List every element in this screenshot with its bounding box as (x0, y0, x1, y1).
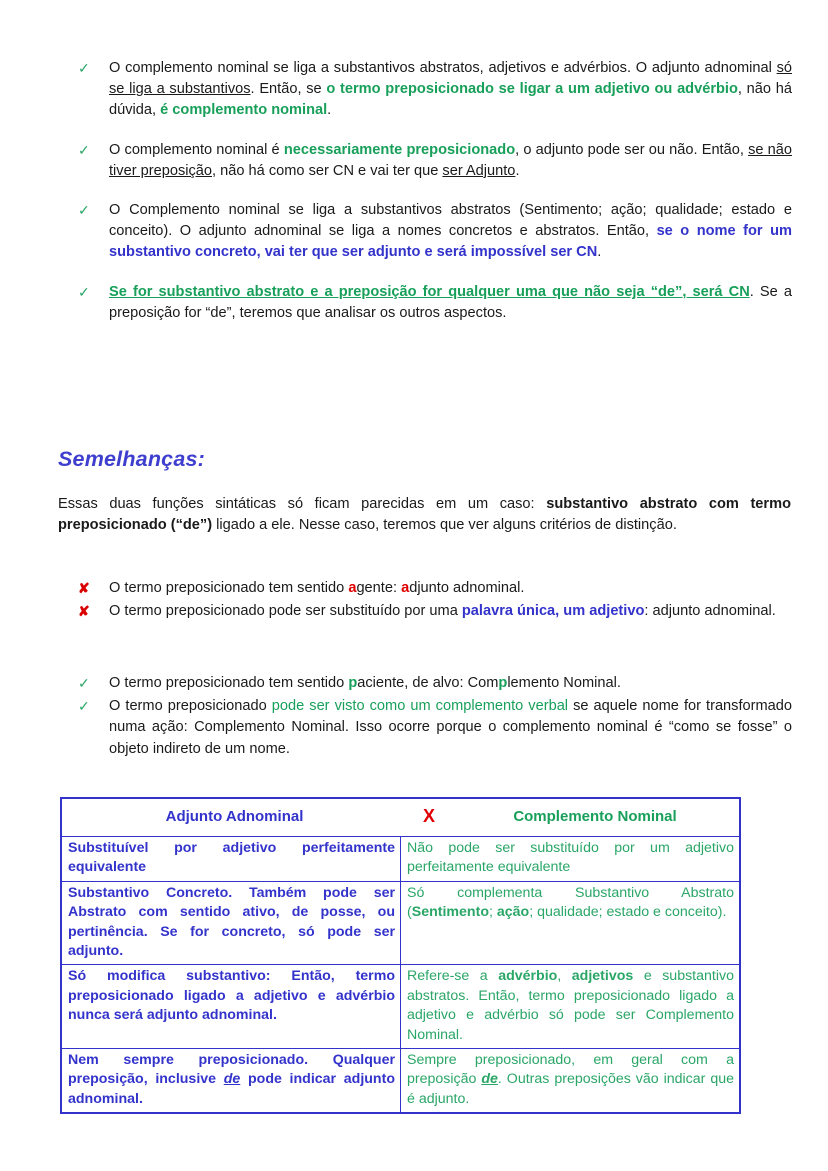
check-icon: ✓ (78, 141, 90, 158)
check-icon: ✓ (78, 283, 90, 300)
bullet-list-adjunto-adnominal (78, 578, 792, 622)
cross-icon: ✘ (78, 603, 90, 620)
cell-adjunto-1: Substituível por adjetivo perfeitamente equivalente (61, 837, 401, 882)
cell-complemento-2: Só complementa Substantivo Abstrato (Sentimento; ação; qualidade; estado e conceito). (401, 881, 741, 965)
section-heading-semelhancas: Semelhanças: (58, 447, 206, 471)
table-row (61, 1049, 740, 1114)
table-row (61, 837, 740, 882)
list-item (78, 140, 792, 182)
cell-adjunto-3: Só modifica substantivo: Então, termo preposicionado ligado a adjetivo e advérbio nunca será adjunto adnominal. (61, 965, 401, 1049)
comparison-table (60, 797, 741, 1114)
bullet-list-complemento-nominal (78, 673, 792, 760)
list-item-text: O termo preposicionado pode ser substituído por uma palavra única, um adjetivo: adjunto adnominal. (109, 603, 776, 620)
list-item (78, 601, 792, 622)
list-item (78, 200, 792, 264)
list-item (78, 58, 792, 122)
check-icon: ✓ (78, 675, 90, 691)
table-header-adjunto-adnominal: Adjunto Adnominal (165, 808, 304, 826)
list-item-text: O complemento nominal é necessariamente preposicionado, o adjunto pode ser ou não. Então, se não tiver preposição, não há como ser CN e vai ter que ser Adjunto. (109, 141, 792, 179)
semelhancas-paragraph: Essas duas funções sintáticas só ficam parecidas em um caso: substantivo abstrato com termo preposicionado (“de”) ligado a ele. Nesse caso, teremos que ver alguns critérios de distinção. (58, 496, 791, 534)
cell-adjunto-2: Substantivo Concreto. Também pode ser Abstrato com sentido ativo, de posse, ou pertinência. Se for concreto, só pode ser adjunto. (61, 881, 401, 965)
cell-complemento-1: Não pode ser substituído por um adjetivo perfeitamente equivalente (401, 837, 741, 882)
list-item-text: O termo preposicionado pode ser visto como um complemento verbal se aquele nome for transformado numa ação: Complemento Nominal. Isso ocorre porque o complemento nominal é “como se fosse” o objeto indireto de um nome. (109, 698, 793, 757)
comparison-table-container (60, 797, 741, 1114)
list-item (78, 673, 792, 694)
check-icon: ✓ (78, 698, 90, 715)
cross-icon: ✘ (78, 580, 90, 596)
check-icon: ✓ (78, 202, 90, 219)
list-item-text: O Complemento nominal se liga a substantivos abstratos (Sentimento; ação; qualidade; estado e conceito). O adjunto adnominal se liga a nomes concretos e abstratos. Então, se o nome for um substantivo concreto, vai ter que ser adjunto e será impossível ser CN. (109, 202, 792, 261)
list-item (78, 578, 792, 599)
list-item (78, 282, 792, 324)
versus-x-icon: X (422, 806, 435, 827)
table-row (61, 881, 740, 965)
list-item-text: O termo preposicionado tem sentido agente: adjunto adnominal. (109, 580, 525, 596)
table-header-complemento-nominal: Complemento Nominal (513, 808, 677, 826)
check-icon: ✓ (78, 60, 90, 76)
table-row (61, 965, 740, 1049)
list-item (78, 696, 792, 760)
list-item-text: O complemento nominal se liga a substantivos abstratos, adjetivos e advérbios. O adjunto adnominal só se liga a substantivos. Então, se o termo preposicionado se ligar a um adjetivo ou advérbio, não há dúvida, é complemento nominal. (109, 60, 792, 119)
cell-adjunto-4: Nem sempre preposicionado. Qualquer preposição, inclusive de pode indicar adjunto adnominal. (61, 1049, 401, 1114)
cell-complemento-3: Refere-se a advérbio, adjetivos e substantivo abstratos. Então, termo preposicionado ligado a adjetivo e advérbio só pode ser Complemento Nominal. (401, 965, 741, 1049)
table-header-cell (61, 798, 740, 837)
list-item-text: O termo preposicionado tem sentido paciente, de alvo: Complemento Nominal. (109, 675, 621, 691)
table-header-row (61, 798, 740, 837)
list-item-text: Se for substantivo abstrato e a preposição for qualquer uma que não seja “de”, será CN. Se a preposição for “de”, teremos que analisar os outros aspectos. (109, 283, 792, 321)
cell-complemento-4: Sempre preposicionado, em geral com a preposição de. Outras preposições vão indicar que é adjunto. (401, 1049, 741, 1114)
bullet-list-diferencas (78, 58, 792, 324)
